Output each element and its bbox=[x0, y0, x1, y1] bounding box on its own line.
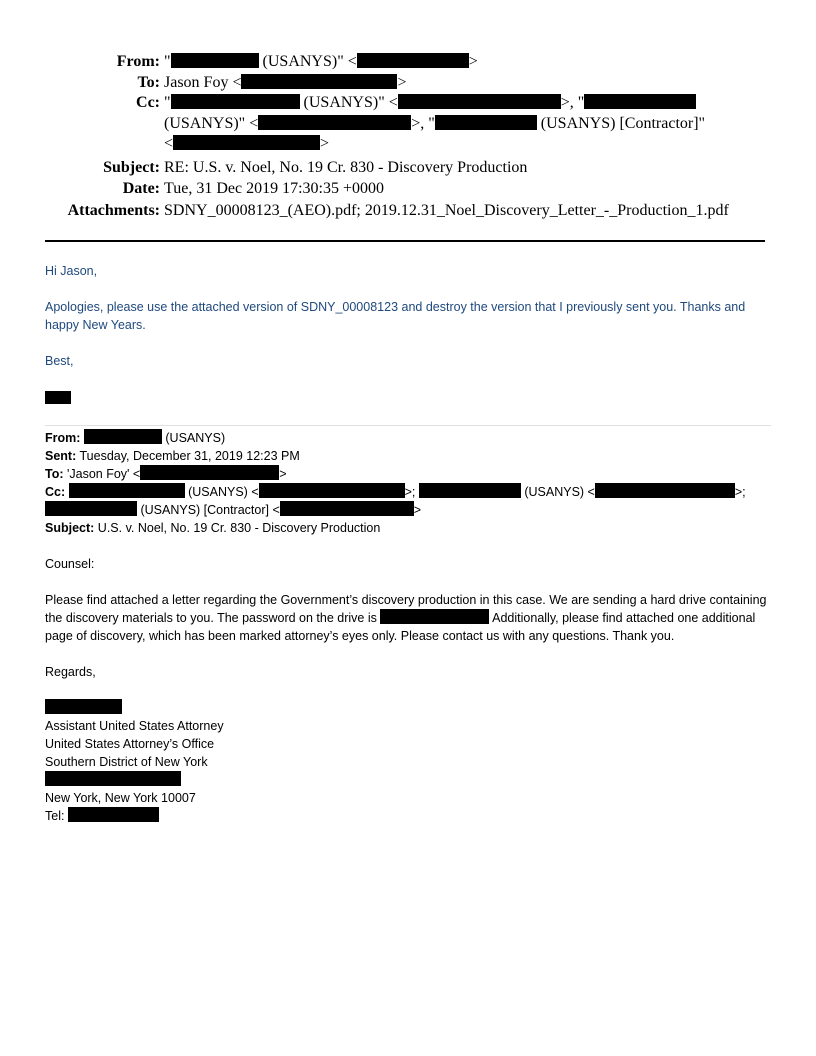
fwd-sent-row: Sent: Tuesday, December 31, 2019 12:23 PM bbox=[45, 449, 300, 463]
redaction bbox=[419, 483, 521, 498]
fwd-cc-row-2: (USANYS) [Contractor] < > bbox=[45, 501, 775, 519]
date-label: Date: bbox=[122, 180, 160, 197]
redaction bbox=[258, 115, 411, 130]
signature-address bbox=[45, 771, 775, 789]
reply-greeting: Hi Jason, bbox=[45, 264, 98, 278]
header-divider bbox=[45, 240, 765, 242]
reply-closing: Best, bbox=[45, 354, 74, 368]
redaction bbox=[380, 609, 489, 624]
redaction bbox=[435, 115, 537, 130]
reply-message bbox=[45, 262, 775, 370]
redaction bbox=[357, 53, 469, 68]
redaction bbox=[241, 74, 397, 89]
redaction bbox=[84, 429, 162, 444]
redaction bbox=[398, 94, 561, 109]
header-cc-row: Cc: " (USANYS)" < >, " (USANYS)" < >, " (USANYS) [Contractor]" < > bbox=[136, 94, 706, 152]
redaction bbox=[280, 501, 414, 516]
redaction bbox=[171, 94, 300, 109]
subject-value: RE: U.S. v. Noel, No. 19 Cr. 830 - Discovery Production bbox=[164, 158, 528, 176]
header-date-row bbox=[0, 179, 816, 200]
email-header bbox=[0, 52, 816, 221]
header-from-row: From: " (USANYS)" < > bbox=[0, 52, 816, 73]
from-label: From: bbox=[116, 53, 160, 70]
redaction bbox=[45, 699, 122, 714]
redaction bbox=[584, 94, 696, 109]
signature-city: New York, New York 10007 bbox=[45, 791, 196, 805]
fwd-cc-row: Cc: (USANYS) < >; (USANYS) < >; bbox=[45, 485, 746, 499]
fwd-regards: Regards, bbox=[45, 665, 96, 679]
subject-label: Subject: bbox=[103, 158, 160, 176]
signature-tel: Tel: bbox=[45, 807, 775, 825]
signature-district: Southern District of New York bbox=[45, 755, 208, 769]
redaction bbox=[45, 391, 71, 404]
redaction bbox=[68, 807, 159, 822]
fwd-salutation: Counsel: bbox=[45, 557, 95, 571]
signature-name bbox=[45, 699, 775, 717]
attachments-value: SDNY_00008123_(AEO).pdf; 2019.12.31_Noel_Discovery_Letter_-_Production_1.pdf bbox=[164, 201, 729, 219]
header-attachments-row bbox=[0, 201, 816, 222]
cc-label: Cc: bbox=[136, 94, 160, 111]
fwd-body: Please find attached a letter regarding the Government’s discovery production in this case. We are sending a hard drive containing the discovery materials to you. The password on the drive is Additionally, please find attached one additional page of discovery, which has been marked attorney’s eyes only. Please contact us with any questions. Thank you. bbox=[45, 593, 767, 643]
fwd-from-row: From: (USANYS) bbox=[45, 431, 226, 445]
redaction bbox=[259, 483, 405, 498]
signature-title: Assistant United States Attorney bbox=[45, 719, 224, 733]
redaction bbox=[173, 135, 320, 150]
redaction bbox=[595, 483, 735, 498]
header-to-row: To: Jason Foy < > bbox=[0, 73, 816, 94]
forwarded-message bbox=[45, 429, 775, 825]
redaction bbox=[171, 53, 259, 68]
reply-body: Apologies, please use the attached version of SDNY_00008123 and destroy the version that I previously sent you. Thanks and happy New Years. bbox=[45, 300, 746, 332]
header-subject-row bbox=[0, 158, 816, 179]
redaction bbox=[140, 465, 279, 480]
date-value: Tue, 31 Dec 2019 17:30:35 +0000 bbox=[164, 180, 384, 197]
to-label: To: bbox=[137, 73, 160, 91]
redaction bbox=[45, 501, 137, 516]
fwd-to-row: To: 'Jason Foy' < > bbox=[45, 467, 287, 481]
forward-divider bbox=[45, 425, 771, 426]
attachments-label: Attachments: bbox=[67, 201, 160, 219]
signature-office: United States Attorney’s Office bbox=[45, 737, 215, 751]
redaction bbox=[69, 483, 185, 498]
fwd-subject-row: Subject: U.S. v. Noel, No. 19 Cr. 830 - Discovery Production bbox=[45, 521, 381, 535]
redaction bbox=[45, 771, 181, 786]
